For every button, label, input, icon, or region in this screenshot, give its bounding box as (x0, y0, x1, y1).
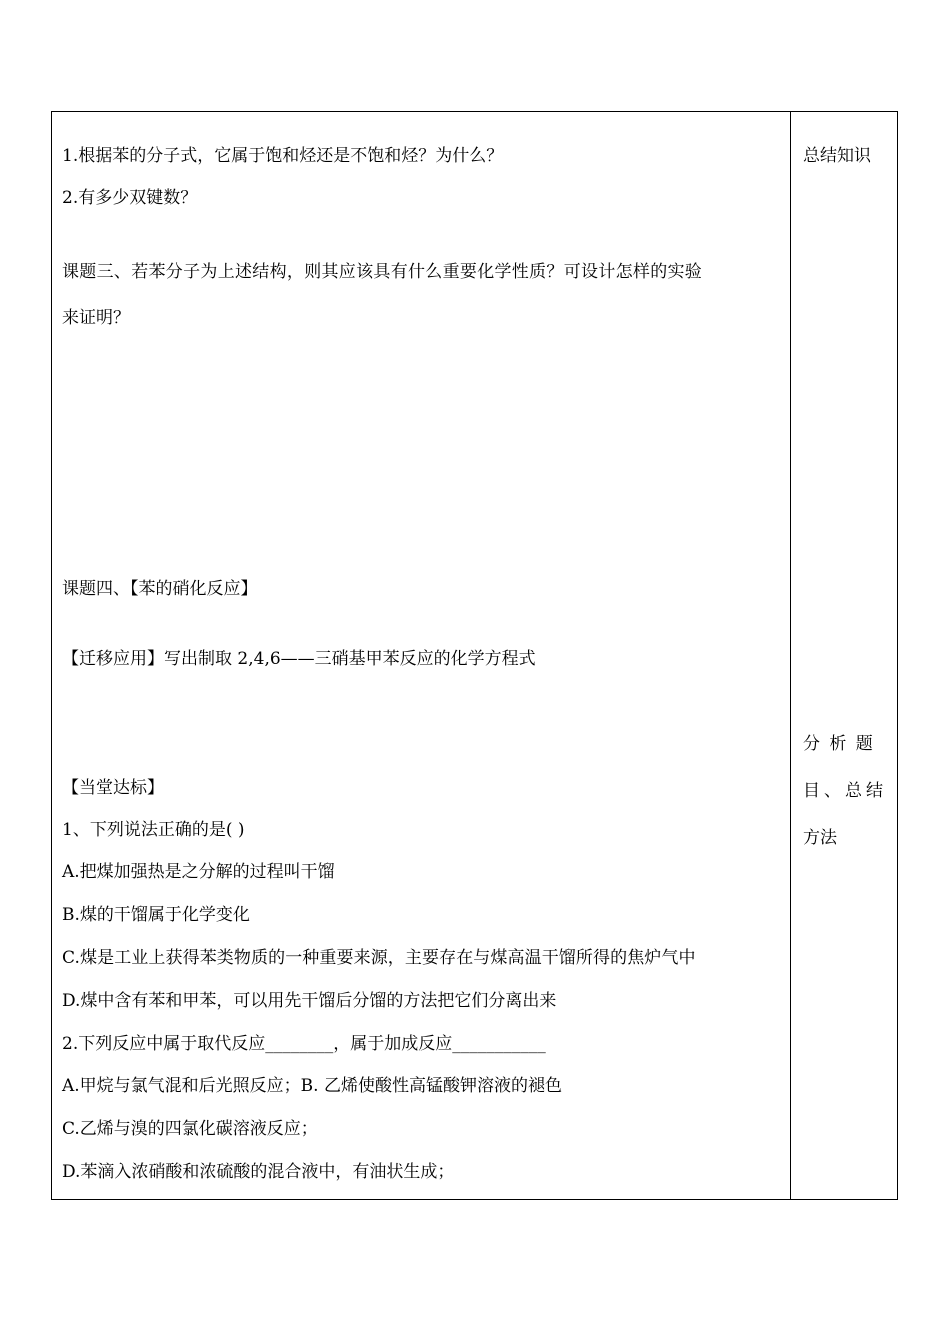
side-note-method-line-2: 目、总结 (803, 781, 887, 801)
transfer-application: 【迁移应用】写出制取 2,4,6——三硝基甲苯反应的化学方程式 (62, 649, 536, 669)
exercise-2-option-c: C.乙烯与溴的四氯化碳溶液反应； (62, 1119, 318, 1139)
exercise-2-option-d: D.苯滴入浓硝酸和浓硫酸的混合液中，有油状生成； (62, 1162, 455, 1182)
question-1: 1.根据苯的分子式，它属于饱和烃还是不饱和烃？为什么？ (62, 146, 504, 166)
side-note-summary: 总结知识 (803, 146, 871, 166)
exercise-2-options-ab: A.甲烷与氯气混和后光照反应；B. 乙烯使酸性高锰酸钾溶液的褪色 (62, 1076, 562, 1096)
column-divider (790, 111, 791, 1200)
exercise-1-option-a: A.把煤加强热是之分解的过程叫干馏 (62, 862, 335, 882)
exercise-1-option-d: D.煤中含有苯和甲苯，可以用先干馏后分馏的方法把它们分离出来 (62, 991, 557, 1011)
exercise-1-option-b: B.煤的干馏属于化学变化 (62, 905, 250, 925)
standard-heading: 【当堂达标】 (62, 778, 164, 798)
topic-3-line-1: 课题三、若苯分子为上述结构，则其应该具有什么重要化学性质？可设计怎样的实验 (62, 262, 703, 282)
exercise-1-option-c: C.煤是工业上获得苯类物质的一种重要来源，主要存在与煤高温干馏所得的焦炉气中 (62, 948, 696, 968)
exercise-1-stem: 1、下列说法正确的是( ) (62, 820, 245, 840)
question-2: 2.有多少双键数？ (62, 188, 198, 208)
exercise-2-stem: 2.下列反应中属于取代反应________，属于加成反应___________ (62, 1034, 546, 1054)
topic-3-line-2: 来证明？ (62, 308, 130, 328)
side-note-method-line-3: 方法 (803, 828, 837, 848)
side-note-method-line-1: 分 析 题 (803, 734, 875, 754)
topic-4-heading: 课题四、【苯的硝化反应】 (62, 579, 258, 599)
